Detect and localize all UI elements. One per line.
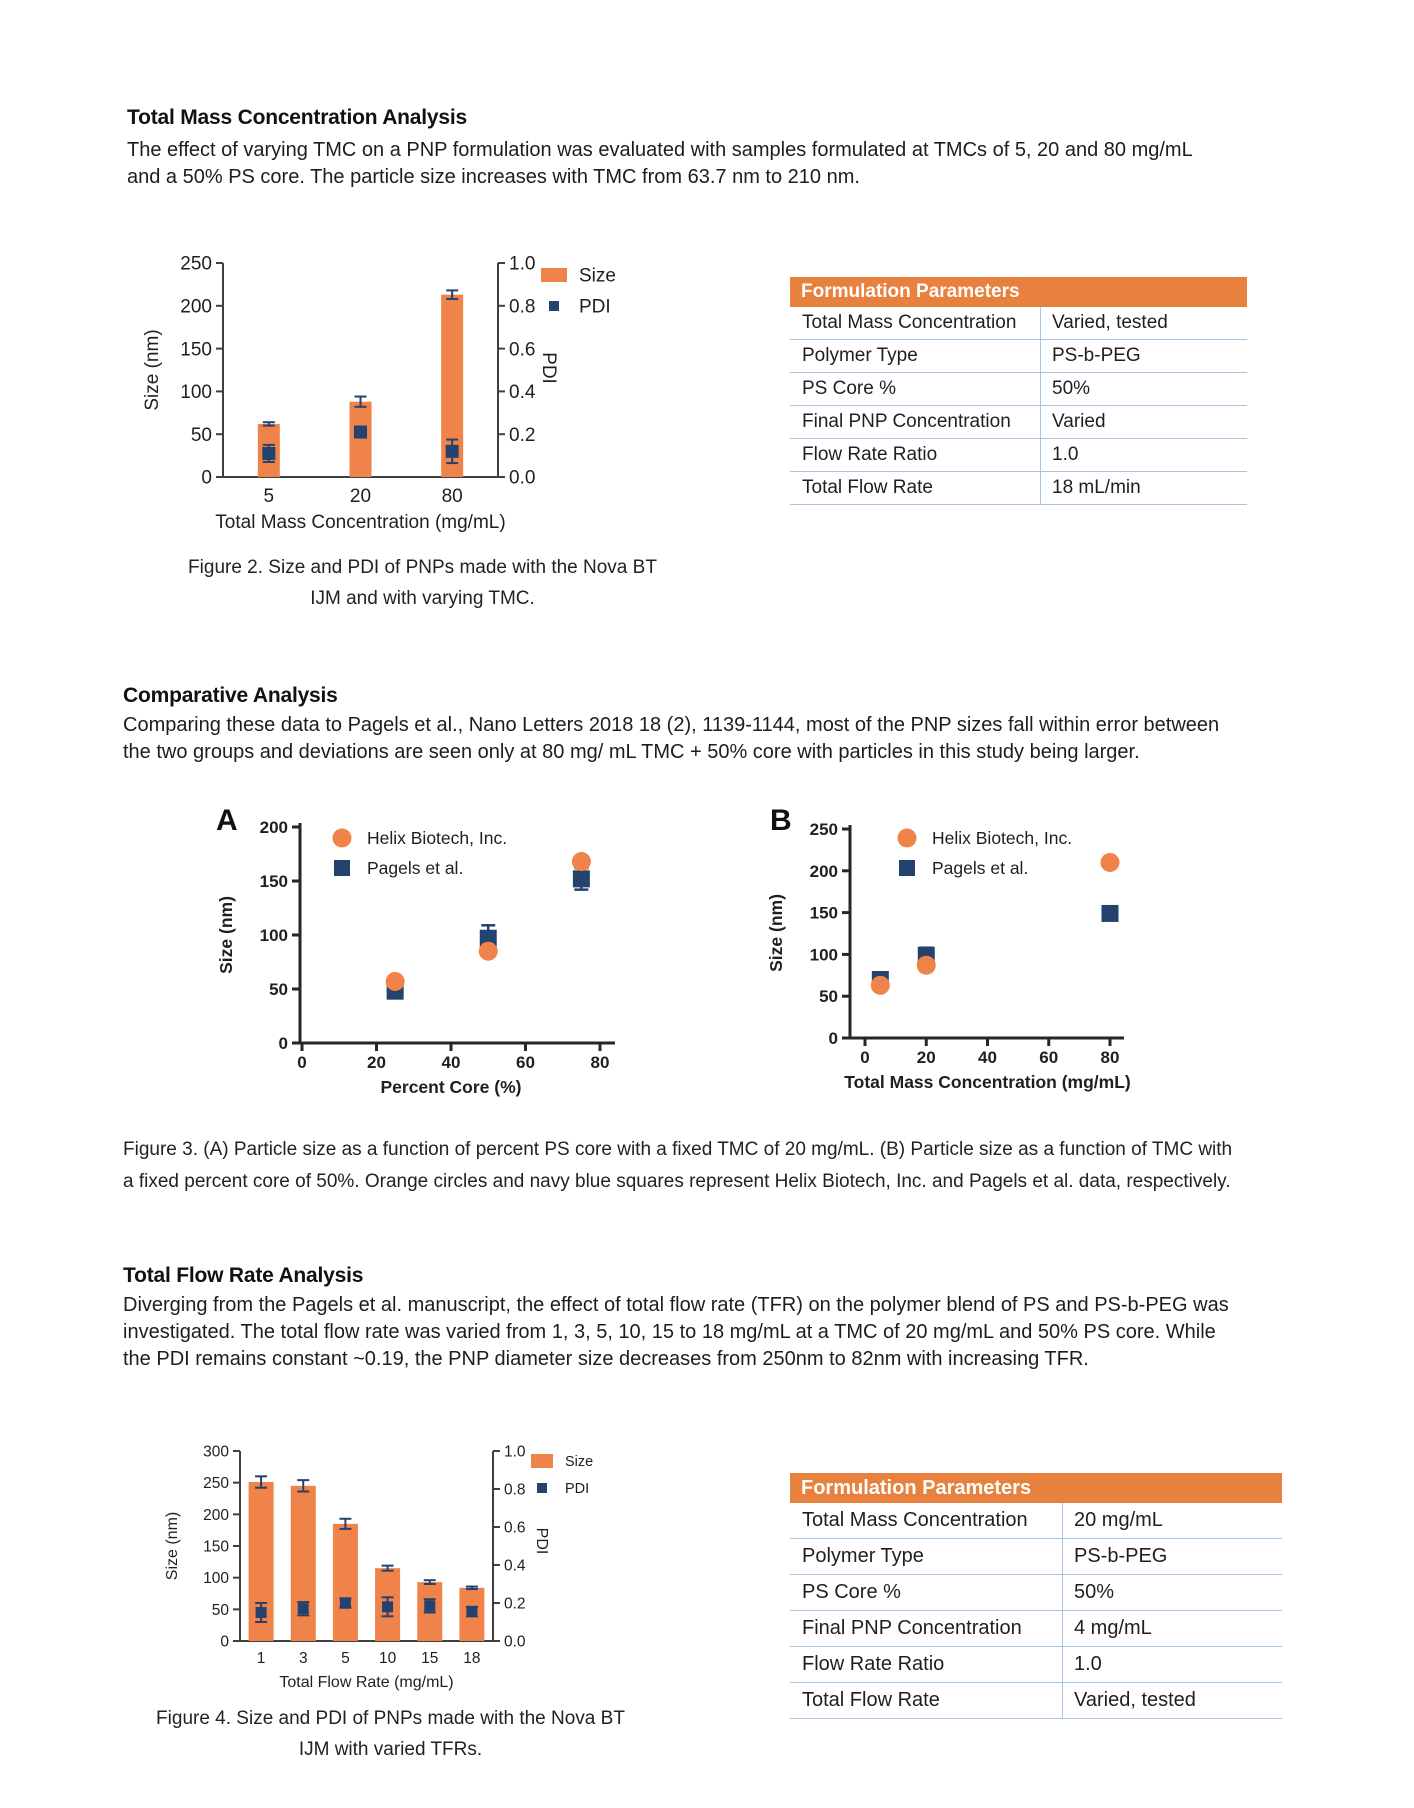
figure-3a-scatter-chart <box>175 798 650 1133</box>
text-line: investigated. The total flow rate was varied from 1, 3, 5, 10, 15 to 18 mg/mL at a TMC of 20 mg/mL and 50% PS core. While <box>123 1321 1216 1343</box>
table-row <box>790 1611 1282 1647</box>
text-line: IJM with varied TFRs. <box>298 1739 483 1760</box>
svg-text:Size: Size <box>565 1454 594 1471</box>
parameter-label: Polymer Type <box>802 1545 924 1567</box>
text-line: Comparing these data to Pagels et al., Nano Letters 2018 18 (2), 1139-1144, most of the PNP sizes fall within error between <box>123 714 1220 736</box>
svg-text:PDI: PDI <box>533 1527 550 1555</box>
svg-text:0.6: 0.6 <box>504 1519 526 1537</box>
parameter-label: Polymer Type <box>802 345 918 366</box>
svg-text:0.4: 0.4 <box>509 382 536 404</box>
svg-text:Size (nm): Size (nm) <box>142 329 163 411</box>
parameter-value: Varied <box>1040 406 1247 438</box>
parameter-value: 18 mL/min <box>1040 472 1247 504</box>
text-line: and a 50% PS core. The particle size increases with TMC from 63.7 nm to 210 nm. <box>127 166 860 188</box>
parameter-label: Flow Rate Ratio <box>802 444 938 465</box>
parameter-label: Total Flow Rate <box>802 477 933 498</box>
table-row <box>790 1647 1282 1683</box>
parameter-value: 4 mg/mL <box>1062 1611 1282 1646</box>
svg-text:0.4: 0.4 <box>504 1557 526 1575</box>
svg-text:Size (nm): Size (nm) <box>164 1511 181 1581</box>
svg-text:40: 40 <box>441 1053 461 1072</box>
parameter-value: 1.0 <box>1062 1647 1282 1682</box>
parameter-label: Total Mass Concentration <box>802 312 1017 333</box>
table-row <box>790 1575 1282 1611</box>
formulation-parameters-table-2 <box>790 1473 1282 1719</box>
section-tmc-heading: Total Mass Concentration Analysis <box>127 106 467 129</box>
svg-text:0.8: 0.8 <box>509 296 536 318</box>
svg-text:Percent Core (%): Percent Core (%) <box>380 1077 522 1097</box>
svg-text:Pagels et al.: Pagels et al. <box>367 858 464 879</box>
table-row <box>790 439 1247 472</box>
svg-text:3: 3 <box>298 1650 308 1667</box>
svg-text:Size: Size <box>579 265 616 287</box>
table-header: Formulation Parameters <box>790 1473 1282 1503</box>
parameter-value: 50% <box>1062 1575 1282 1610</box>
text-line: Diverging from the Pagels et al. manuscript, the effect of total flow rate (TFR) on the polymer blend of PS and PS-b-PEG was <box>123 1294 1229 1316</box>
svg-text:0: 0 <box>297 1053 307 1072</box>
svg-text:0.2: 0.2 <box>504 1595 526 1613</box>
table-row <box>790 472 1247 505</box>
svg-text:200: 200 <box>809 861 838 881</box>
text-line: Figure 4. Size and PDI of PNPs made with the Nova BT <box>156 1708 625 1729</box>
parameter-value: 20 mg/mL <box>1062 1503 1282 1538</box>
svg-text:20: 20 <box>916 1048 936 1067</box>
svg-text:PDI: PDI <box>579 296 611 318</box>
svg-text:0.0: 0.0 <box>509 467 536 489</box>
parameter-label: Final PNP Concentration <box>802 411 1011 432</box>
text-line: Figure 2. Size and PDI of PNPs made with the Nova BT <box>188 557 657 578</box>
svg-text:Size (nm): Size (nm) <box>216 896 236 974</box>
svg-text:80: 80 <box>590 1053 610 1072</box>
text-line: IJM and with varying TMC. <box>310 588 535 609</box>
parameter-label: PS Core % <box>802 1581 901 1603</box>
svg-text:150: 150 <box>809 903 838 923</box>
svg-text:200: 200 <box>259 817 288 837</box>
table-row <box>790 1539 1282 1575</box>
table-row <box>790 1503 1282 1539</box>
svg-text:250: 250 <box>809 819 838 839</box>
svg-text:Pagels et al.: Pagels et al. <box>932 858 1029 879</box>
panel-b-label: B <box>770 804 792 837</box>
svg-text:5: 5 <box>341 1650 350 1667</box>
parameter-label: Final PNP Concentration <box>802 1617 1022 1639</box>
svg-text:PDI: PDI <box>565 1481 590 1498</box>
parameter-value: 50% <box>1040 373 1247 405</box>
parameter-label: PS Core % <box>802 378 896 399</box>
svg-text:18: 18 <box>463 1650 481 1667</box>
svg-text:Total Mass Concentration (mg/m: Total Mass Concentration (mg/mL) <box>215 512 506 533</box>
svg-text:Total Flow Rate (mg/mL): Total Flow Rate (mg/mL) <box>279 1674 454 1691</box>
svg-text:250: 250 <box>203 1475 229 1493</box>
svg-text:0: 0 <box>828 1028 838 1048</box>
text-line: Figure 3. (A) Particle size as a function of percent PS core with a fixed TMC of 20 mg/mL. (B) Particle size as a function of TMC with <box>123 1139 1233 1160</box>
table-row <box>790 1683 1282 1719</box>
parameter-label: Total Flow Rate <box>802 1689 940 1711</box>
svg-text:150: 150 <box>259 871 288 891</box>
svg-text:20: 20 <box>349 486 372 507</box>
svg-text:150: 150 <box>180 339 212 361</box>
svg-text:PDI: PDI <box>538 352 559 384</box>
svg-text:15: 15 <box>421 1650 439 1667</box>
svg-text:60: 60 <box>516 1053 535 1072</box>
svg-text:0: 0 <box>201 467 212 489</box>
table-row <box>790 307 1247 340</box>
svg-text:250: 250 <box>180 253 212 275</box>
svg-text:Size (nm): Size (nm) <box>766 894 786 972</box>
svg-text:Helix Biotech, Inc.: Helix Biotech, Inc. <box>367 828 508 849</box>
svg-text:0: 0 <box>220 1633 229 1651</box>
figure-4-caption <box>118 1703 663 1765</box>
section-tfr-body <box>123 1292 1323 1373</box>
section-tmc-body <box>127 137 1317 191</box>
svg-text:200: 200 <box>180 296 212 318</box>
svg-text:100: 100 <box>180 382 212 404</box>
panel-a-label: A <box>216 804 238 837</box>
figure-3b-scatter-chart <box>650 798 1175 1133</box>
section-tfr-heading: Total Flow Rate Analysis <box>123 1264 364 1287</box>
svg-text:100: 100 <box>259 925 288 945</box>
svg-text:40: 40 <box>978 1048 997 1067</box>
parameter-value: Varied, tested <box>1040 307 1247 339</box>
svg-text:0.0: 0.0 <box>504 1633 526 1651</box>
svg-text:200: 200 <box>203 1506 229 1524</box>
table-row <box>790 373 1247 406</box>
figure-2-bar-chart <box>128 218 640 545</box>
svg-text:100: 100 <box>203 1570 229 1588</box>
svg-text:10: 10 <box>378 1650 397 1667</box>
svg-text:50: 50 <box>819 987 838 1007</box>
figure-2-caption <box>150 552 695 614</box>
parameter-value: Varied, tested <box>1062 1683 1282 1718</box>
section-comparative-body <box>123 712 1323 766</box>
figure-3-caption <box>123 1134 1333 1198</box>
svg-text:0.8: 0.8 <box>504 1481 526 1499</box>
svg-text:20: 20 <box>367 1053 386 1072</box>
svg-text:1.0: 1.0 <box>509 253 536 275</box>
svg-text:300: 300 <box>203 1443 229 1461</box>
parameter-label: Flow Rate Ratio <box>802 1653 945 1675</box>
text-line: the PDI remains constant ~0.19, the PNP diameter size decreases from 250nm to 82nm with increasing TFR. <box>123 1348 1089 1370</box>
parameter-value: 1.0 <box>1040 439 1247 471</box>
svg-text:Total Mass Concentration (mg/m: Total Mass Concentration (mg/mL) <box>844 1072 1131 1092</box>
svg-text:50: 50 <box>269 979 288 999</box>
formulation-parameters-table-1 <box>790 277 1247 505</box>
text-line: a fixed percent core of 50%. Orange circles and navy blue squares represent Helix Biotech, Inc. and Pagels et al. data, respectively. <box>123 1171 1231 1192</box>
parameter-label: Total Mass Concentration <box>802 1509 1028 1531</box>
parameter-value: PS-b-PEG <box>1062 1539 1282 1574</box>
table-header: Formulation Parameters <box>790 277 1247 307</box>
parameter-value: PS-b-PEG <box>1040 340 1247 372</box>
svg-text:1.0: 1.0 <box>504 1443 526 1461</box>
section-comparative-heading: Comparative Analysis <box>123 684 338 707</box>
text-line: The effect of varying TMC on a PNP formulation was evaluated with samples formulated at TMCs of 5, 20 and 80 mg/mL <box>127 139 1193 161</box>
svg-text:50: 50 <box>190 424 212 446</box>
svg-text:0.2: 0.2 <box>509 424 536 446</box>
svg-text:Helix Biotech, Inc.: Helix Biotech, Inc. <box>932 828 1073 849</box>
svg-text:5: 5 <box>263 486 275 507</box>
svg-text:80: 80 <box>1100 1048 1120 1067</box>
svg-text:100: 100 <box>809 945 838 965</box>
svg-text:150: 150 <box>203 1538 229 1556</box>
svg-text:0: 0 <box>860 1048 870 1067</box>
svg-text:1: 1 <box>256 1650 266 1667</box>
svg-text:60: 60 <box>1039 1048 1059 1067</box>
svg-text:50: 50 <box>211 1601 229 1619</box>
svg-text:0: 0 <box>278 1033 288 1053</box>
svg-text:80: 80 <box>441 486 463 507</box>
table-row <box>790 340 1247 373</box>
table-row <box>790 406 1247 439</box>
svg-text:0.6: 0.6 <box>509 339 536 361</box>
text-line: the two groups and deviations are seen only at 80 mg/ mL TMC + 50% core with particles in this study being larger. <box>123 741 1140 763</box>
